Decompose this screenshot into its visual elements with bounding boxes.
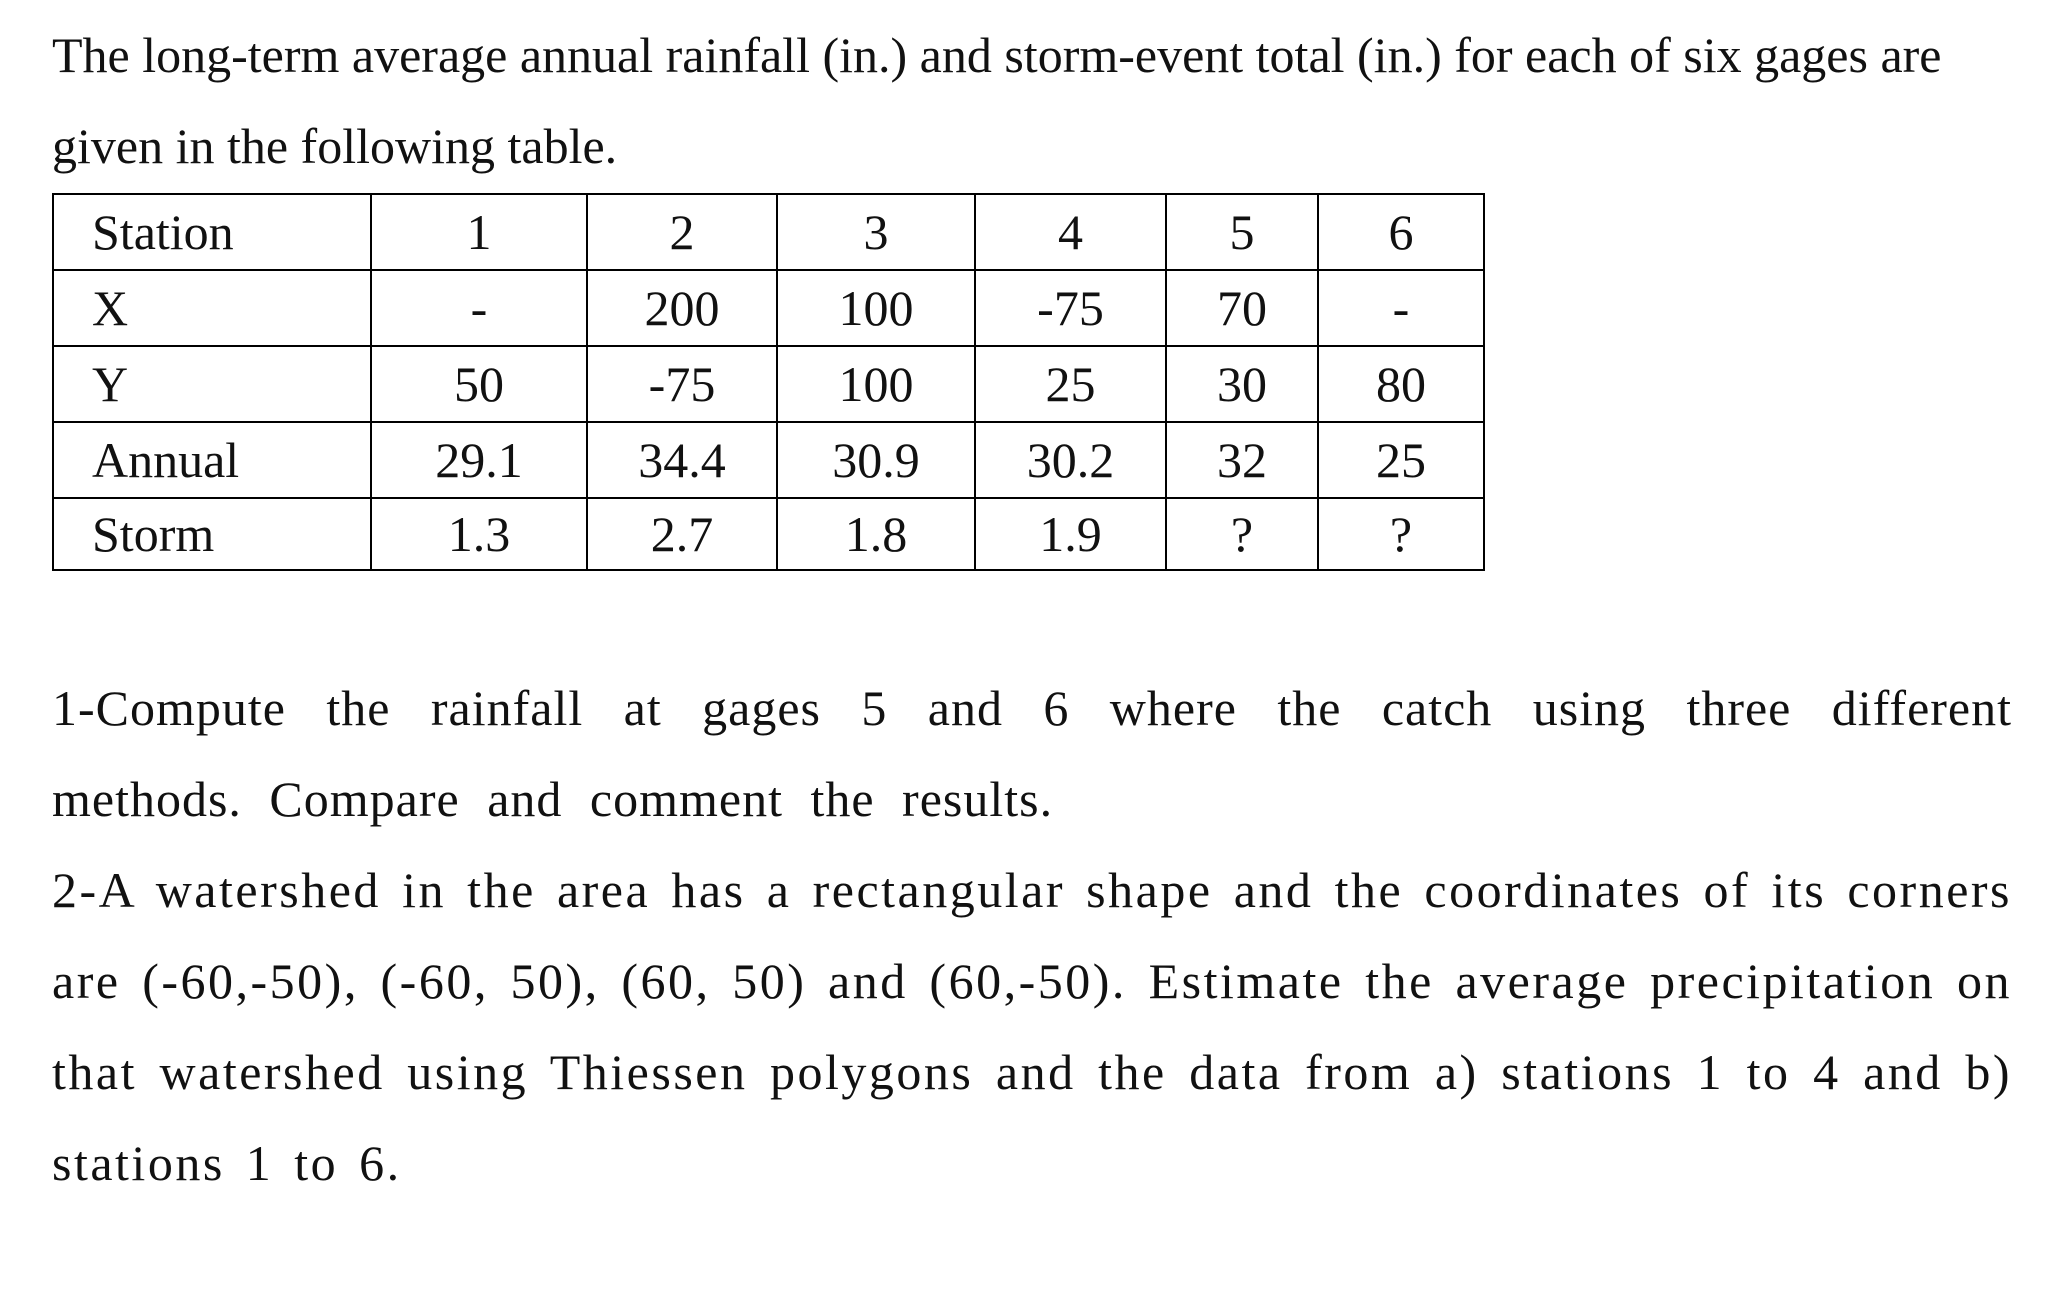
table-cell: 5	[1166, 194, 1318, 270]
table-row	[53, 194, 1484, 270]
table-row	[53, 498, 1484, 570]
table-cell: 6	[1318, 194, 1484, 270]
question-1: 1-Compute the rainfall at gages 5 and 6 where the catch using three different methods. Compare and comment the results.	[52, 680, 2012, 827]
table-cell: 3	[777, 194, 975, 270]
table-cell: -	[1318, 270, 1484, 346]
table-cell: 30.2	[975, 422, 1166, 498]
table-cell: 1	[371, 194, 587, 270]
row-label: Station	[53, 194, 371, 270]
table-cell: -75	[975, 270, 1166, 346]
table-cell: 30.9	[777, 422, 975, 498]
table-cell: 2.7	[587, 498, 777, 570]
row-label: Y	[53, 346, 371, 422]
table-cell: 30	[1166, 346, 1318, 422]
rainfall-table	[52, 193, 1485, 571]
table-cell: 80	[1318, 346, 1484, 422]
table-cell: 50	[371, 346, 587, 422]
table-cell: ?	[1166, 498, 1318, 570]
table-cell: 70	[1166, 270, 1318, 346]
question-2: 2-A watershed in the area has a rectangular shape and the coordinates of its corners are (-60,-50), (-60, 50), (60, 50) and (60,-50). Estimate the average precipitation on that watershed using Thiessen polygons and the data from a) stations 1 to 4 and b) stations 1 to 6.	[52, 862, 2012, 1191]
table-row	[53, 270, 1484, 346]
intro-paragraph: The long-term average annual rainfall (in.) and storm-event total (in.) for each of six gages are given in the following table.	[52, 27, 1942, 174]
table-row	[53, 422, 1484, 498]
row-label: Annual	[53, 422, 371, 498]
table-cell: 1.9	[975, 498, 1166, 570]
table-cell: ?	[1318, 498, 1484, 570]
table-cell: 25	[1318, 422, 1484, 498]
table-cell: -75	[587, 346, 777, 422]
table-cell: -	[371, 270, 587, 346]
table-cell: 32	[1166, 422, 1318, 498]
row-label: X	[53, 270, 371, 346]
table-cell: 2	[587, 194, 777, 270]
table-cell: 29.1	[371, 422, 587, 498]
row-label: Storm	[53, 498, 371, 570]
table-cell: 100	[777, 270, 975, 346]
table-cell: 100	[777, 346, 975, 422]
table-cell: 1.3	[371, 498, 587, 570]
table-cell: 34.4	[587, 422, 777, 498]
table-cell: 4	[975, 194, 1166, 270]
table-cell: 200	[587, 270, 777, 346]
questions	[52, 663, 2012, 1209]
table-row	[53, 346, 1484, 422]
table-cell: 25	[975, 346, 1166, 422]
table-cell: 1.8	[777, 498, 975, 570]
